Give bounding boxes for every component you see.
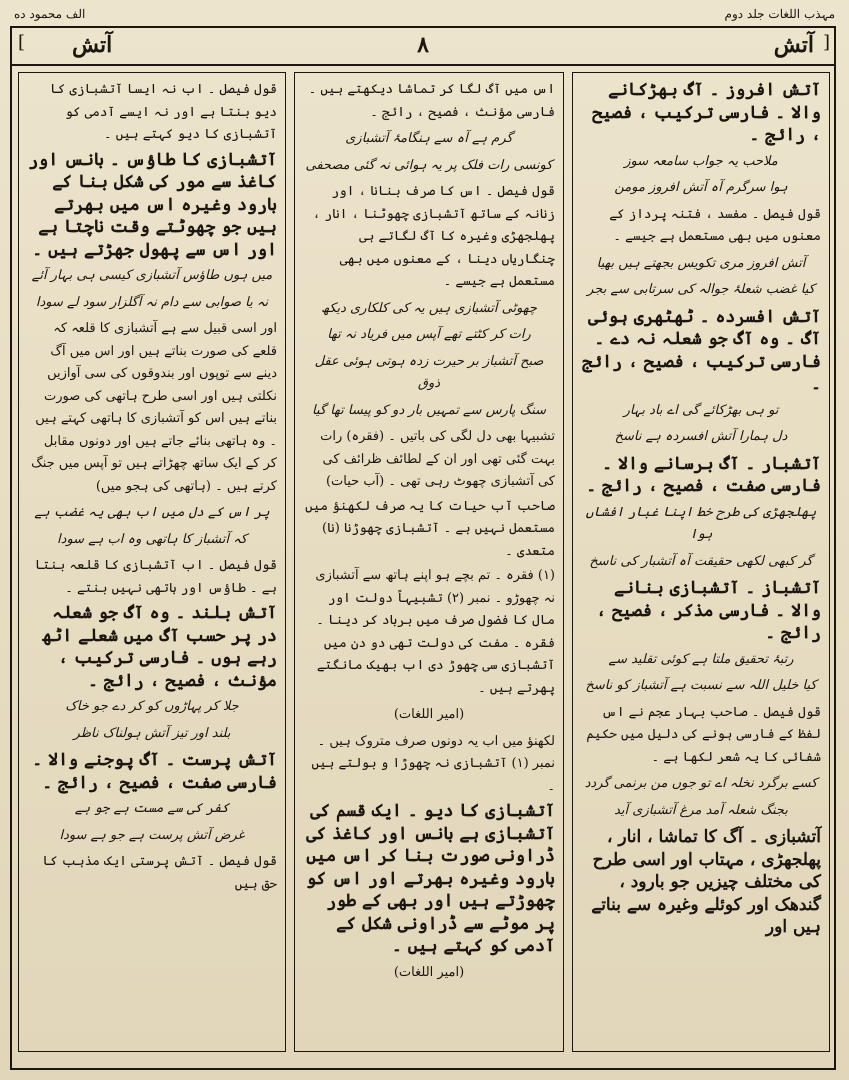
verse-line: رات کر کٹتے تھے آپس میں فریاد نہ تھا bbox=[327, 327, 531, 342]
running-head bbox=[14, 4, 835, 24]
body-text: قول فیصل ۔ اب نہ ایسا آتشبازی کا دیو بنتا ہے اور نہ ایسے آدمی کو آتشبازی کا دیو کہتے ہیں ۔ bbox=[50, 82, 277, 142]
verse-line: میں ہوں طاؤس آتشبازی کیسی ہی بہار آئے bbox=[31, 268, 273, 283]
dictionary-entry: آتشبازی ۔ آگ کا تماشا ، انار ، پھلجھڑی ، مہتاب اور اسی طرح کی مختلف چیزیں جو بارود ، گندھک اور کوئلے وغیرہ سے بناتے ہیں اور bbox=[591, 827, 821, 937]
verse-line: کیا غضب شعلۂ جوالہ کی سرتابی سے بجر bbox=[587, 282, 815, 297]
verse-line: کفر کی سے مست ہے جو ہے bbox=[74, 801, 230, 816]
verse-line: گرم ہے آہ سے ہنگامۂ آتشبازی bbox=[345, 131, 513, 146]
dictionary-entry: آتش بلند ۔ وہ آگ جو شعلہ در پر حسب آگ میں شعلے اٹھ رہے ہوں ۔ فارسی ترکیب ، مؤنث ، فصیح ، رائج ۔ bbox=[42, 603, 277, 691]
column-right bbox=[572, 72, 830, 1052]
page-header bbox=[12, 28, 834, 66]
verse-line: بلند اور تیز آتش ہولناک ناظر bbox=[73, 725, 231, 741]
verse-line: تو ہی بھڑکائے گی اے باد بہار bbox=[623, 402, 779, 418]
verse-line: کیا خلیل اللہ سے نسبت ہے آتشباز کو ناسخ bbox=[585, 678, 817, 693]
citation: (امیر اللغات) bbox=[393, 707, 465, 722]
verse-line: رتبۂ تحقیق ملتا ہے کوئی تقلید سے bbox=[608, 651, 794, 667]
header-bracket-right: ] bbox=[822, 32, 830, 53]
verse-line: غرض آتش پرست ہے جو ہے سودا bbox=[59, 827, 245, 843]
body-text: اور اسی قبیل سے ہے آتشبازی کا قلعہ کہ قلعے کی صورت بناتے ہیں اور اس میں آگ دینے سے توپوں اور بندوقوں کی سی آوازیں نکلتی ہیں اور اسی طرح ہاتھی کی صورت بناتے ہیں اس کو آتشبازی کا ہاتھی کہتے ہیں ۔ وہ ہاتھی بنائے جاتے ہیں اور دونوں مقابل کر کے ایک ساتھ چھڑاتے ہیں تو آپس میں جنگ کرتے ہیں ۔ (ہاتھی کی ہجو میں) bbox=[31, 321, 277, 494]
body-text: تشبیہا بھی دل لگی کی باتیں ۔ (فقرہ) رات بہت گئی تھی اور ان کے لطائف ظرائف کی کی آتشبازی چھوٹ رہی تھی ۔ (آب حیات) bbox=[320, 429, 555, 489]
verse-line: صبح آتشباز بر حیرت زدہ ہوتی ہوئی عقل ذوق bbox=[314, 353, 544, 391]
column-middle bbox=[294, 72, 564, 1052]
running-head-left: الف محمود ده bbox=[14, 7, 86, 21]
verse-line: چھوٹی آتشبازی ہیں یہ کی کلکاری دیکھ bbox=[321, 300, 537, 316]
verse-line: جلا کر پہاڑوں کو کر دے جو خاک bbox=[65, 699, 239, 714]
dictionary-entry: آتشبازی کا طاؤس ۔ بانس اور کاغذ سے مور کی شکل بنا کے بارود وغیرہ اس میں بھرتے ہیں جو چھوٹتے وقت ناچتا ہے اور اس سے پھول جھڑتے ہیں ۔ bbox=[28, 149, 277, 260]
header-word-left: آتش bbox=[72, 32, 113, 58]
header-word-right: آتش bbox=[773, 32, 814, 58]
body-text: صاحب آب حیات کا یہ صرف لکھنؤ میں مستعمل نہیں ہے ۔ آتشبازی چھوڑنا (نا) متعدی ۔ bbox=[305, 498, 555, 559]
verse-line: آتش افروز مری تکویس بجھتے ہیں بھیا bbox=[596, 255, 806, 271]
page-number: ۸ bbox=[417, 32, 429, 58]
verse-line: سنگ پارس سے تمہیں بار دو کو پیسا تھا گیا bbox=[311, 402, 547, 418]
dictionary-entry: آتشباز ۔ آتشبازی بنانے والا ۔ فارسی مذکر ، فصیح ، رائج ۔ bbox=[596, 578, 821, 643]
verse-line: پھلجھڑی کی طرح خط اپنا غبار افشاں ہوا bbox=[585, 504, 817, 542]
verse-line: کہ آتشباز کا ہاتھی وہ اب ہے سودا bbox=[57, 531, 247, 547]
verse-line: پر اس کے دل میں اب بھی یہ غضب ہے bbox=[34, 505, 270, 520]
verse-line: دل ہمارا آتش افسردہ ہے ناسخ bbox=[614, 429, 788, 444]
column-left bbox=[18, 72, 286, 1052]
citation: (امیر اللغات) bbox=[393, 964, 465, 980]
dictionary-entry: آتش افسردہ ۔ ٹھٹھری ہوئی آگ ۔ وہ آگ جو شعلہ نہ دے ۔ فارسی ترکیب ، فصیح ، رائج ۔ bbox=[582, 306, 821, 394]
body-text: قول فیصل ۔ آتش پرستی ایک مذہب کا حق ہیں bbox=[42, 854, 277, 892]
body-text: لکھنؤ میں اب یہ دونوں صرف متروک ہیں ۔ نمبر (۱) آتشبازی نہ چھوڑا و بولتے ہیں ۔ bbox=[311, 733, 555, 794]
body-text: اس میں آگ لگا کر تماشا دیکھتے ہیں ۔ فارسی مؤنث ، فصیح ، رائج ۔ bbox=[308, 82, 555, 120]
body-text: قول فیصل ۔ مفسد ، فتنہ پرداز کے معنوں میں بھی مستعمل ہے جیسے ۔ bbox=[609, 206, 821, 244]
body-text: قول فیصل ۔ اب آتشبازی کا قلعہ بنتا ہے ۔ طاؤس اور ہاتھی نہیں بنتے ۔ bbox=[34, 558, 277, 596]
verse-line: ہوا سرگرم آہ آتش افروز مومن bbox=[614, 180, 788, 195]
verse-line: نہ یا صوابی سے دام نہ آگلزار سود لے سودا bbox=[35, 294, 269, 310]
body-text: (۱) فقرہ ۔ تم بچے ہو اپنے ہاتھ سے آتشبازی نہ چھوڑو ۔ نمبر (۲) تشبیہاً دولت اور مال کا فضول صرف میں برباد کر دینا ۔ فقرہ ۔ مفت کی دولت تھی دو دن میں آتشبازی سی چھوڑ دی اب بھیک مانگتے پھرتے ہیں ۔ bbox=[315, 568, 555, 696]
dictionary-entry: آتش افروز ۔ آگ بھڑکانے والا ۔ فارسی ترکیب ، فصیح ، رائج ۔ bbox=[592, 80, 821, 145]
verse-line: گر کبھی لکھی حقیقت آہ آتشبار کی ناسخ bbox=[589, 553, 813, 569]
header-bracket-left: [ bbox=[18, 32, 26, 53]
verse-line: کونسی رات فلک پر یہ ہوائی نہ گئی مصحفی bbox=[305, 157, 553, 173]
body-text: قول فیصل ۔ صاحب بہار عجم نے اس لفظ کے فارسی ہونے کی دلیل میں حکیم شفائی کا یہ شعر لکھا ہے ۔ bbox=[586, 704, 821, 765]
dictionary-entry: آتشبار ۔ آگ برسانے والا ۔ فارسی صفت ، فصیح ، رائج ۔ bbox=[586, 453, 821, 496]
dictionary-entry: آتشبازی کا دیو ۔ ایک قسم کی آتشبازی ہے بانس اور کاغذ کی ڈراونی صورت بنا کر اس میں بارود وغیرہ بھرتے اور اس کو چھوڑتے ہیں اور بھی کے طور پر موٹے سے ڈراونی شکل کے آدمی کو کہتے ہیں ۔ bbox=[306, 801, 555, 956]
running-head-right: مہذب اللغات جلد دوم bbox=[724, 7, 835, 21]
body-text: قول فیصل ۔ اس کا صرف بنانا ، اور زنانہ کے ساتھ آتشبازی چھوٹنا ، انار ، پھلجھڑی وغیرہ کا آگ لگاتے ہی چنگاریاں دینا ، کے معنوں میں بھی مستعمل ہے جیسے ۔ bbox=[312, 184, 555, 289]
verse-line: کسے برگرد نخلہ اے تو جوں من برنمی گردد bbox=[584, 776, 818, 791]
dictionary-entry: آتش پرست ۔ آگ پوجنے والا ۔ فارسی صفت ، فصیح ، رائج ۔ bbox=[32, 750, 277, 793]
verse-line: بجنگ شعلہ آمد مرغ آتشبازی آید bbox=[614, 802, 788, 818]
page-frame bbox=[10, 26, 836, 1070]
verse-line: ملاحب یہ جواب سامعہ سوز bbox=[624, 153, 778, 169]
